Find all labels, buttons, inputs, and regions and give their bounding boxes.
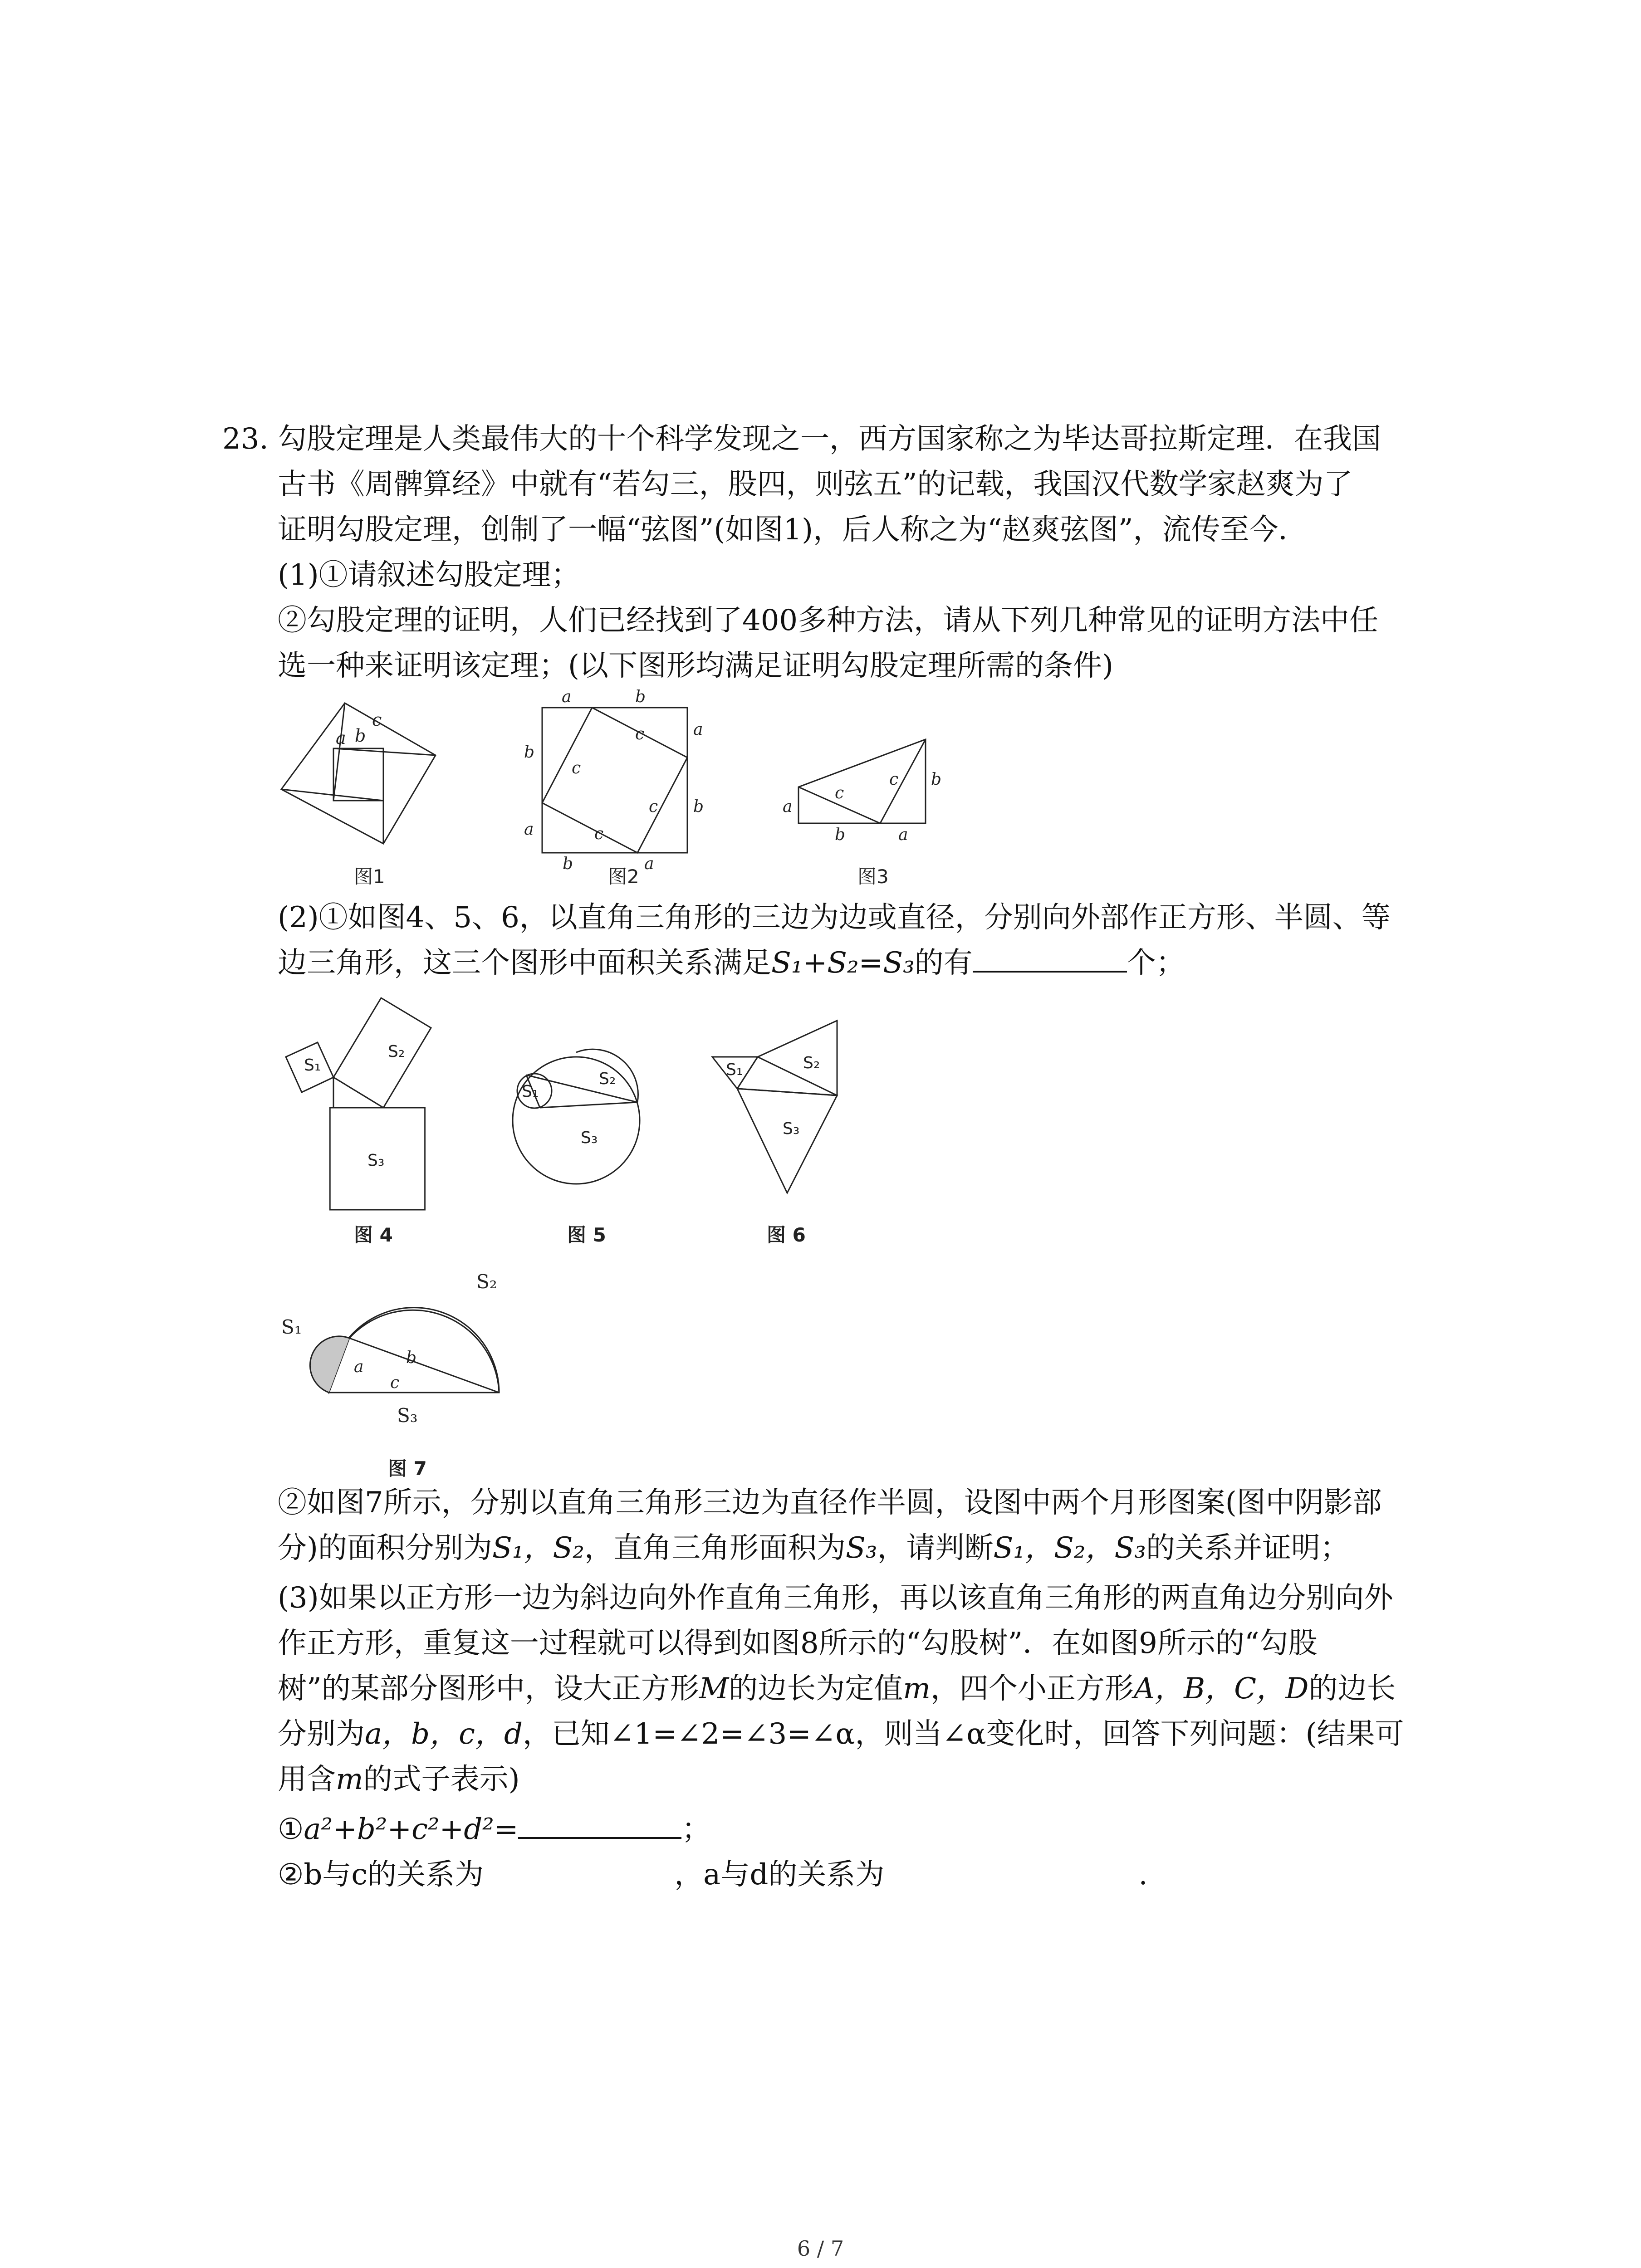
fig6-label-s2: S₂ [803,1054,820,1072]
part3-text-a: 树”的某部分图形中，设大正方形 [278,1672,699,1706]
part3-line-3 [278,1667,1396,1711]
fig7-label-a: a [354,1358,364,1376]
part3-text-d: 的边长 [1308,1672,1396,1706]
math-abcd: a，b，c，d [365,1717,523,1751]
fig4-label-s1: S₁ [304,1056,321,1075]
fig6-label-s1: S₁ [726,1061,743,1079]
math-M: M [699,1672,729,1706]
math-s1s2s3: S₁，S₂，S₃ [993,1531,1146,1565]
figure-5-caption: 图 5 [567,1224,606,1246]
sub1-prefix: ① [278,1813,304,1846]
part2b-text-c: ，请判断 [877,1531,994,1565]
part2b-text-a: 分)的面积分别为 [278,1531,492,1565]
math-s3: S₃ [845,1531,877,1565]
part3-line-5 [278,1758,520,1801]
sub1-end: ； [681,1813,711,1846]
answer-blank-sum[interactable] [518,1810,681,1839]
fig5-label-s2: S₂ [599,1070,616,1088]
fig2-label-c-4: c [594,825,604,843]
part3-text-e: 分别为 [278,1717,365,1751]
fig5-label-s1: S₁ [522,1082,539,1101]
fig1-label-c: c [372,710,382,730]
part3-text-c: ，四个小正方形 [930,1672,1134,1706]
part2-line-2-text-b: 的有 [914,946,973,980]
fig2-label-b-bottom: b [563,855,573,873]
sub-question-1 [278,1808,710,1851]
math-ABCD: A，B，C，D [1133,1672,1309,1706]
part2-line-2-text-c: 个； [1127,946,1185,980]
figure-7 [277,1266,513,1447]
sub2-text-b: ，a与d的关系为 [674,1858,885,1892]
part3-text-h: 的式子表示) [363,1763,520,1796]
figure-7-caption: 图 7 [388,1457,427,1480]
part3-text-f: ，已知∠1=∠2=∠3=∠α，则当∠α变化时，回答下列问题：(结果可 [522,1717,1404,1751]
fig3-label-b-right: b [931,770,942,789]
part3-text-b: 的边长为定值 [729,1672,903,1706]
fig4-label-s3: S₃ [367,1151,385,1170]
fig2-label-b-right: b [693,797,704,816]
answer-blank-count[interactable] [973,943,1127,973]
sub-question-2 [278,1853,1148,1897]
math-m: m [903,1672,931,1706]
fig2-label-a-top: a [562,688,572,706]
fig4-label-s2: S₂ [388,1042,405,1061]
question-line-3: 证明勾股定理，创制了一幅“弦图”(如图1)，后人称之为“赵爽弦图”，流传至今． [278,513,1308,547]
fig7-label-b: b [406,1349,417,1367]
question-line-1: 勾股定理是人类最伟大的十个科学发现之一，西方国家称之为毕达哥拉斯定理．在我国 [278,422,1381,456]
fig2-label-a-bottom: a [644,855,654,873]
question-number: 23. [222,422,269,456]
sub2-text-a: b与c的关系为 [304,1858,484,1892]
area-relation: S₁+S₂=S₃ [771,946,915,980]
figure-4-caption: 图 4 [354,1224,393,1246]
figure-6 [708,1012,862,1202]
part2b-text-d: 的关系并证明； [1146,1531,1349,1565]
part2-line-1: (2)①如图4、5、6，以直角三角形的三边为边或直径，分别向外部作正方形、半圆、等 [278,901,1391,934]
sub1-equation: a²+b²+c²+d²= [304,1813,519,1846]
part1-line-1: (1)①请叙述勾股定理； [278,558,580,592]
figure-2-caption: 图2 [608,865,639,888]
figure-2 [522,688,712,873]
fig2-label-c-1: c [635,725,645,743]
figure-3 [771,721,962,857]
fig3-label-b-bottom: b [835,826,846,844]
fig1-label-a: a [336,728,346,748]
fig7-label-s3: S₃ [397,1404,418,1427]
part2-line-2 [278,941,1185,985]
sub2-prefix: ② [278,1858,304,1892]
part2b-line-1: ②如图7所示，分别以直角三角形三边为直径作半圆，设图中两个月形图案(图中阴影部 [278,1486,1382,1520]
figure-5 [513,1039,676,1202]
part3-text-g: 用含 [278,1763,336,1796]
figure-6-caption: 图 6 [767,1224,806,1246]
fig2-label-c-2: c [572,759,581,777]
sub2-end: . [1138,1858,1148,1892]
fig5-label-s3: S₃ [581,1129,598,1147]
part3-line-4 [278,1712,1404,1756]
fig3-label-a-bottom: a [898,826,908,844]
fig2-label-b-left: b [524,743,535,762]
part3-line-1: (3)如果以正方形一边为斜边向外作直角三角形，再以该直角三角形的两直角边分别向外 [278,1581,1393,1615]
fig2-label-b-top: b [635,688,646,706]
fig3-label-a-left: a [783,797,793,816]
part2b-line-2 [278,1526,1349,1570]
question-line-2: 古书《周髀算经》中就有“若勾三，股四，则弦五”的记载，我国汉代数学家赵爽为了 [278,468,1353,501]
part3-line-2: 作正方形，重复这一过程就可以得到如图8所示的“勾股树”．在如图9所示的“勾股 [278,1627,1318,1660]
figure-1-caption: 图1 [354,865,385,888]
figure-3-caption: 图3 [857,865,889,888]
page-number: 6 / 7 [797,2236,844,2261]
part1-line-2: ②勾股定理的证明，人们已经找到了400多种方法，请从下列几种常见的证明方法中任 [278,604,1379,637]
fig1-label-b: b [355,726,366,746]
fig6-label-s3: S₃ [783,1119,800,1138]
math-m-2: m [336,1763,363,1796]
figure-1 [272,699,454,853]
fig3-label-c-2: c [889,770,899,789]
fig3-label-c-1: c [835,784,844,802]
part2-line-2-text-a: 边三角形，这三个图形中面积关系满足 [278,946,771,980]
math-s1s2: S₁，S₂ [492,1531,584,1565]
part2b-text-b: ，直角三角形面积为 [584,1531,846,1565]
part1-line-3: 选一种来证明该定理；(以下图形均满足证明勾股定理所需的条件) [278,649,1113,683]
fig2-label-a-right: a [693,720,703,739]
fig2-label-a-left: a [524,820,534,839]
fig7-label-c: c [390,1374,400,1392]
fig7-label-s1: S₁ [281,1316,302,1338]
fig2-label-c-3: c [649,797,658,816]
fig7-label-s2: S₂ [476,1271,497,1293]
figure-4 [277,989,458,1234]
